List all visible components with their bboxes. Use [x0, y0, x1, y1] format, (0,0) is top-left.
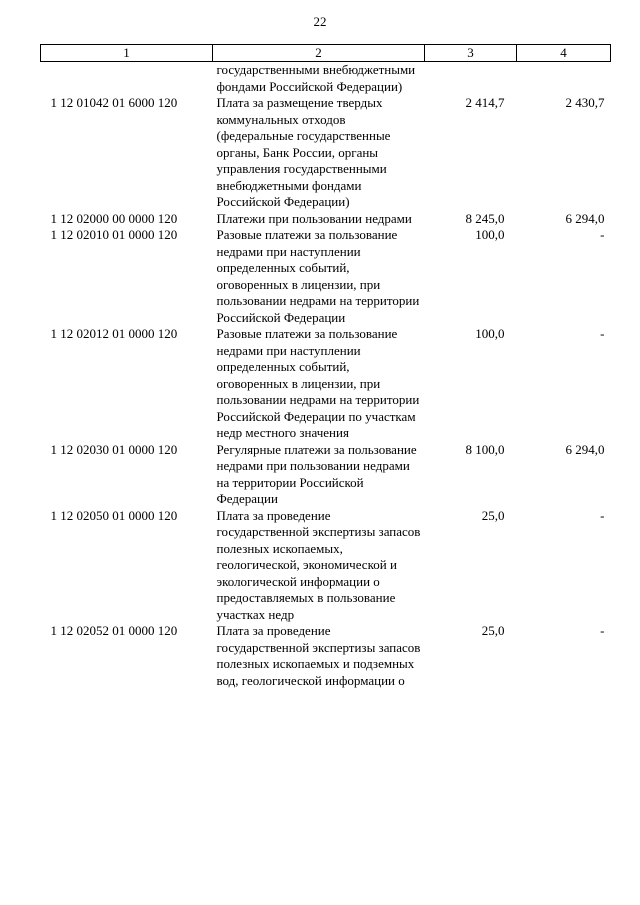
- table-row: [41, 211, 611, 228]
- table-header: [41, 45, 611, 62]
- row-value-col3: 8 245,0: [465, 210, 505, 226]
- row-code: 1 12 02030 01 0000 120: [50, 441, 178, 457]
- budget-table: [40, 44, 611, 689]
- table-body: [41, 62, 611, 690]
- header-col-3: 3: [425, 45, 517, 62]
- table-row: [41, 623, 611, 689]
- table-row: [41, 227, 611, 326]
- header-row: [41, 45, 611, 62]
- row-value-col4: -: [600, 623, 605, 638]
- row-value-col3: 8 100,0: [465, 441, 505, 457]
- row-code: 1 12 02012 01 0000 120: [50, 326, 178, 341]
- row-value-col3: 100,0: [475, 227, 505, 242]
- row-value-col3: 100,0: [475, 326, 505, 341]
- row-code: 1 12 02000 00 0000 120: [50, 210, 178, 226]
- row-value-col3: 2 414,7: [465, 95, 505, 110]
- row-value-col4: 2 430,7: [565, 95, 605, 110]
- row-name: государственными внебюджетными фондами Российской Федерации): [216, 62, 416, 94]
- row-code: 1 12 02052 01 0000 120: [50, 623, 178, 638]
- row-code: [41, 62, 213, 96]
- table-row: [41, 508, 611, 624]
- header-col-2: 2: [213, 45, 425, 62]
- row-value-col4: -: [600, 227, 605, 242]
- row-code: 1 12 01042 01 6000 120: [50, 95, 178, 110]
- row-name: Регулярные платежи за пользование недрами при пользовании недрами на территории Российской Федерации: [216, 441, 417, 506]
- row-value-col3: 25,0: [481, 623, 505, 638]
- row-value-col4: -: [600, 507, 605, 523]
- row-value-col4: 6 294,0: [565, 441, 605, 457]
- page-number: 22: [313, 14, 327, 29]
- row-name: Плата за проведение государственной экспертизы запасов полезных ископаемых, геологической, экономической и экологической информации о предоставляемых в пользование участках недр: [216, 507, 421, 622]
- row-name: Плата за размещение твердых коммунальных отходов (федеральные государственные органы, Банк России, органы управления государственными внебюджетными фондами Российской Федерации): [216, 95, 391, 209]
- row-value-col4: 6 294,0: [565, 210, 605, 226]
- row-name: Разовые платежи за пользование недрами при наступлении определенных событий, оговоренных в лицензии, при пользовании недрами на территории Российской Федерации по участкам недр местного значения: [216, 326, 420, 440]
- row-value-col4: -: [600, 326, 605, 341]
- table-row: [41, 326, 611, 442]
- row-value-col3: [425, 62, 517, 96]
- row-name: Разовые платежи за пользование недрами при наступлении определенных событий, оговоренных в лицензии, при пользовании недрами на территории Российской Федерации: [216, 227, 420, 325]
- row-name: Плата за проведение государственной экспертизы запасов полезных ископаемых и подземных вод, геологической информации о: [216, 623, 421, 688]
- row-value-col3: 25,0: [481, 507, 505, 523]
- table-row: [41, 442, 611, 508]
- table-row: [41, 62, 611, 96]
- header-col-1: 1: [41, 45, 213, 62]
- row-code: 1 12 02010 01 0000 120: [50, 227, 178, 242]
- header-col-4: 4: [517, 45, 611, 62]
- row-name: Платежи при пользовании недрами: [216, 210, 412, 226]
- table-row: [41, 95, 611, 211]
- row-value-col4: [517, 62, 611, 96]
- row-code: 1 12 02050 01 0000 120: [50, 507, 178, 523]
